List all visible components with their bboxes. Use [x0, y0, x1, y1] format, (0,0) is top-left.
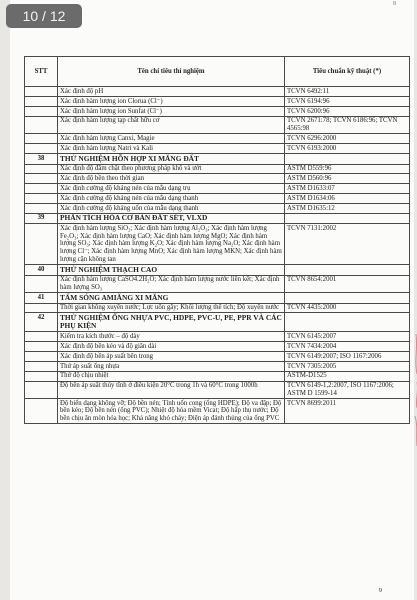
- row-test-name-cell: Xác định hàm lượng ion Sunfat (Cl⁻): [58, 106, 285, 116]
- row-stt-cell: [25, 361, 58, 371]
- row-standard-cell: TCVN 7434:2004: [285, 342, 410, 352]
- row-stt-cell: [25, 134, 58, 144]
- row-stt-cell: [25, 164, 58, 174]
- row-standard-cell: TCVN 8654:2001: [285, 275, 410, 293]
- table-group-row: [25, 154, 410, 165]
- table-group-row: [25, 213, 410, 224]
- row-stt-cell: [25, 97, 58, 107]
- row-test-name-cell: Xác định hàm lượng Natri và Kali: [58, 144, 285, 154]
- row-test-name-cell: Xác định cường độ kháng nén của mẫu dạng thanh: [58, 194, 285, 204]
- row-test-name-cell: TẤM SÓNG AMIĂNG XI MĂNG: [58, 293, 285, 304]
- row-test-name-cell: Xác định độ đầm chặt theo phương pháp khô và ướt: [58, 164, 285, 174]
- header-test-name: Tên chỉ tiêu thí nghiệm: [58, 57, 285, 87]
- table-row: [25, 204, 410, 214]
- table-row: [25, 342, 410, 352]
- row-standard-cell: ASTM D559:96: [285, 164, 410, 174]
- header-stt: STT: [25, 57, 58, 87]
- row-standard-cell: [285, 264, 410, 275]
- row-standard-cell: TCVN 6492:11: [285, 87, 410, 97]
- row-standard-cell: [285, 154, 410, 165]
- table-row: [25, 164, 410, 174]
- row-standard-cell: [285, 313, 410, 332]
- row-stt-cell: [25, 116, 58, 134]
- row-stt-cell: 38: [25, 154, 58, 165]
- table-group-row: [25, 293, 410, 304]
- document-page: [10, 0, 414, 600]
- row-stt-cell: [25, 275, 58, 293]
- table-group-row: [25, 313, 410, 332]
- row-test-name-cell: Độ bền áp suất thủy tĩnh ở điều kiện 20°C trong 1h và 60°C trong 1000h: [58, 381, 285, 399]
- page-indicator: 10 / 12: [6, 4, 82, 28]
- row-standard-cell: TCVN 8699:2011: [285, 399, 410, 424]
- row-test-name-cell: Xác định độ bền theo thời gian: [58, 174, 285, 184]
- row-standard-cell: ASTM D1634:06: [285, 194, 410, 204]
- row-stt-cell: [25, 87, 58, 97]
- row-test-name-cell: Độ biến dạng không vỡ; Độ bền nén; Tính uốn cong (ống HDPE); Độ va đập; Độ bền kéo; Độ bền nén (ống PVC); Nhiệt độ hóa mềm Vicat; Độ hấp thụ nước; Độ bền chịu ăn mòn hóa học; Khả năng khó cháy; Điện áp đánh thủng của ống PVC: [58, 399, 285, 424]
- row-stt-cell: 41: [25, 293, 58, 304]
- table-row: [25, 144, 410, 154]
- row-standard-cell: TCVN 4435:2000: [285, 303, 410, 313]
- table-group-row: [25, 264, 410, 275]
- table-row: [25, 194, 410, 204]
- row-stt-cell: [25, 194, 58, 204]
- table-row: [25, 184, 410, 194]
- row-test-name-cell: Xác định độ pH: [58, 87, 285, 97]
- row-test-name-cell: Xác định hàm lượng ion Clorua (Cl⁻): [58, 97, 285, 107]
- row-test-name-cell: PHÂN TÍCH HÓA CƠ BẢN ĐẤT SÉT, VLXD: [58, 213, 285, 224]
- row-standard-cell: TCVN 6194:96: [285, 97, 410, 107]
- row-test-name-cell: THỬ NGHIỆM HỖN HỢP XI MĂNG ĐẤT: [58, 154, 285, 165]
- table-row: [25, 97, 410, 107]
- table-header-row: [25, 57, 410, 87]
- row-stt-cell: [25, 371, 58, 381]
- row-stt-cell: [25, 332, 58, 342]
- row-standard-cell: TCVN 6193:2000: [285, 144, 410, 154]
- row-standard-cell: TCVN 6145:2007: [285, 332, 410, 342]
- row-test-name-cell: THỬ NGHIỆM ỐNG NHỰA PVC, HDPE, PVC-U, PE, PPR VÀ CÁC PHỤ KIỆN: [58, 313, 285, 332]
- row-standard-cell: TCVN 7305:2005: [285, 361, 410, 371]
- row-stt-cell: 39: [25, 213, 58, 224]
- row-stt-cell: [25, 381, 58, 399]
- row-test-name-cell: Thử áp suất ống nhựa: [58, 361, 285, 371]
- row-test-name-cell: Xác định hàm lượng tạp chất hữu cơ: [58, 116, 285, 134]
- row-standard-cell: TCVN 7131:2002: [285, 224, 410, 265]
- row-stt-cell: [25, 352, 58, 362]
- table-row: [25, 134, 410, 144]
- row-standard-cell: TCVN 6149-1,2:2007, ISO 1167:2006; ASTM D 1599-14: [285, 381, 410, 399]
- row-test-name-cell: Xác định hàm lượng Canxi, Magie: [58, 134, 285, 144]
- row-test-name-cell: Xác định hàm lượng CaSO4.2H₂O; Xác định hàm lượng nước liên kết; Xác định hàm lượng SO₃: [58, 275, 285, 293]
- table-row: [25, 332, 410, 342]
- row-standard-cell: TCVN 6149:2007; ISO 1167:2006: [285, 352, 410, 362]
- row-test-name-cell: THỬ NGHIỆM THẠCH CAO: [58, 264, 285, 275]
- row-standard-cell: [285, 293, 410, 304]
- table-row: [25, 275, 410, 293]
- table-row: [25, 361, 410, 371]
- row-standard-cell: TCVN 2671:78; TCVN 6186:96; TCVN 4565:98: [285, 116, 410, 134]
- test-standards-table: [24, 56, 410, 424]
- row-stt-cell: [25, 184, 58, 194]
- table-row: [25, 371, 410, 381]
- row-stt-cell: [25, 303, 58, 313]
- page-number: 9: [378, 587, 382, 594]
- row-test-name-cell: Xác định cường độ kháng uốn của mẫu dạng thanh: [58, 204, 285, 214]
- table-row: [25, 106, 410, 116]
- row-test-name-cell: Thời gian không xuyên nước; Lực uốn gãy; Khối lượng thể tích; Độ xuyên nước: [58, 303, 285, 313]
- row-standard-cell: ASTM-D1525: [285, 371, 410, 381]
- row-test-name-cell: Xác định độ bền kéo và độ giãn dài: [58, 342, 285, 352]
- table-row: [25, 352, 410, 362]
- row-test-name-cell: Xác định cường độ kháng nén của mẫu dạng trụ: [58, 184, 285, 194]
- table-row: [25, 224, 410, 265]
- margin-stamp-mark: [412, 330, 417, 450]
- row-test-name-cell: Kiểm tra kích thước – độ dày: [58, 332, 285, 342]
- table-row: [25, 116, 410, 134]
- row-standard-cell: ASTM D560:96: [285, 174, 410, 184]
- row-test-name-cell: Thử độ chịu nhiệt: [58, 371, 285, 381]
- row-stt-cell: [25, 106, 58, 116]
- row-standard-cell: [285, 213, 410, 224]
- row-stt-cell: [25, 144, 58, 154]
- table-row: [25, 399, 410, 424]
- row-stt-cell: [25, 342, 58, 352]
- row-stt-cell: 42: [25, 313, 58, 332]
- row-stt-cell: [25, 204, 58, 214]
- row-standard-cell: TCVN 6296:2000: [285, 134, 410, 144]
- top-page-mark: 8: [393, 1, 396, 7]
- row-test-name-cell: Xác định độ bền áp suất bên trong: [58, 352, 285, 362]
- row-stt-cell: [25, 174, 58, 184]
- row-stt-cell: [25, 224, 58, 265]
- table-row: [25, 174, 410, 184]
- table-row: [25, 87, 410, 97]
- row-test-name-cell: Xác định hàm lượng SiO₂; Xác định hàm lượng Al₂O₃; Xác định hàm lượng Fe₂O₃; Xác định hàm lượng CaO; Xác định hàm lượng MgO; Xác định hàm lượng SO₃; Xác định hàm lượng K₂O; Xác định hàm lượng Na₂O; Xác định hàm lượng Cl⁻; Xác định hàm lượng MnO; Xác định hàm lượng MKN; Xác định hàm lượng cặn không tan: [58, 224, 285, 265]
- row-stt-cell: 40: [25, 264, 58, 275]
- table-row: [25, 381, 410, 399]
- header-standard: Tiêu chuẩn kỹ thuật (*): [285, 57, 410, 87]
- row-standard-cell: ASTM D1633:07: [285, 184, 410, 194]
- row-stt-cell: [25, 399, 58, 424]
- table-row: [25, 303, 410, 313]
- row-standard-cell: ASTM D1635:12: [285, 204, 410, 214]
- row-standard-cell: TCVN 6200:96: [285, 106, 410, 116]
